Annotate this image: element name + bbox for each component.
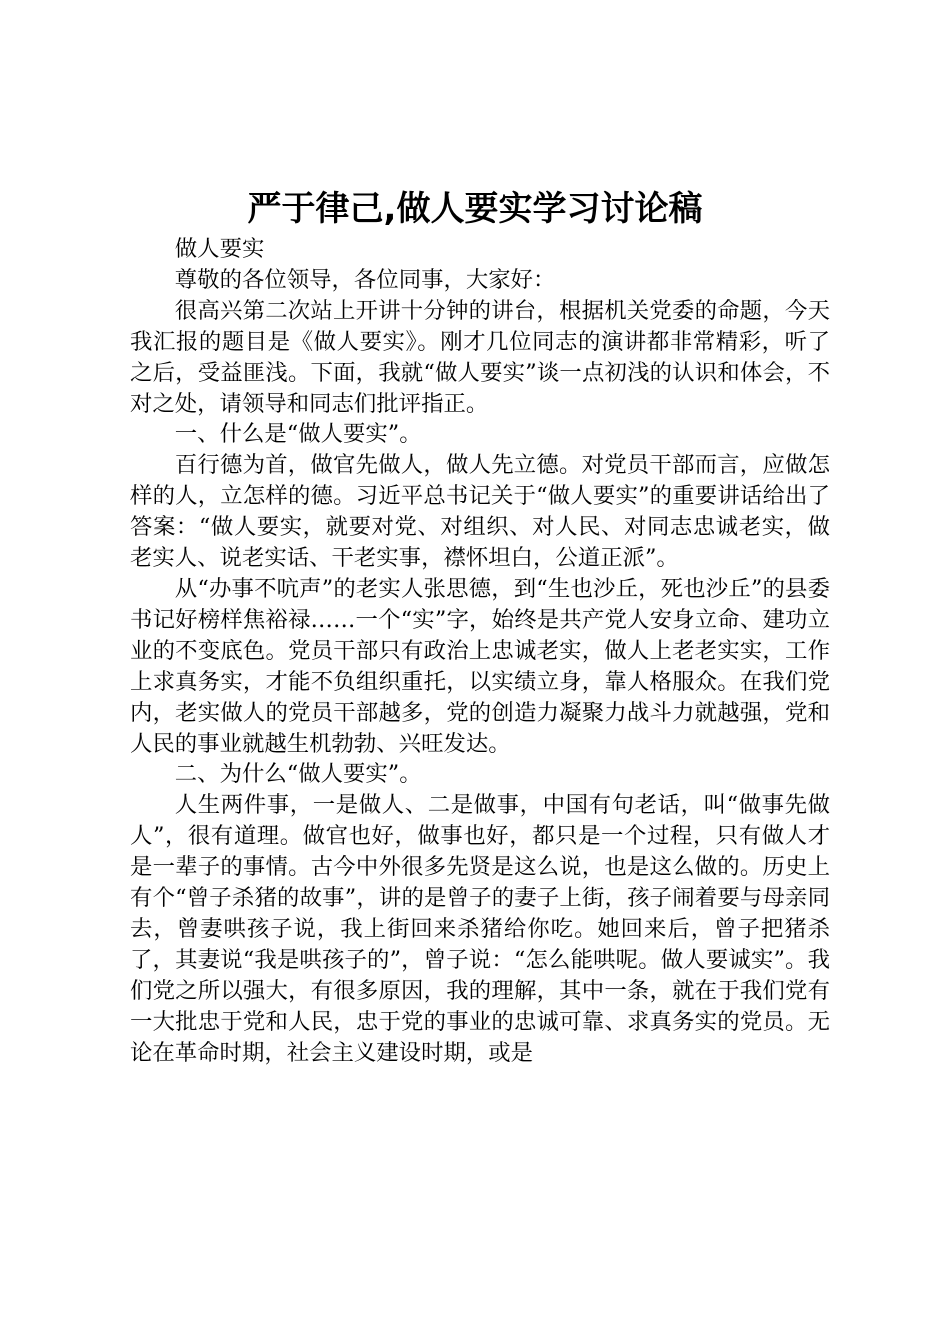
paragraph-intro: 很高兴第二次站上开讲十分钟的讲台，根据机关党委的命题，今天我汇报的题目是《做人要实》。刚才几位同志的演讲都非常精彩，听了之后，受益匪浅。下面，我就“做人要实”谈一点初浅的认识和体会，不对之处，请领导和同志们批评指正。 (130, 297, 830, 417)
section-heading-2: 二、为什么“做人要实”。 (174, 761, 422, 788)
paragraph-subtitle: 做人要实 (174, 236, 265, 262)
paragraph: 人生两件事，一是做人、二是做事，中国有句老话，叫“做事先做人”，很有道理。做官也好，做事也好，都只是一个过程，只有做人才是一辈子的事情。古今中外很多先贤是这么说，也是这么做的。历史上有个“曾子杀猪的故事”，讲的是曾子的妻子上街，孩子闹着要与母亲同去，曾妻哄孩子说，我上街回来杀猪给你吃。她回来后，曾子把猪杀了，其妻说“我是哄孩子的”，曾子说：“怎么能哄呢。做人要诚实”。我们党之所以强大，有很多原因，我的理解，其中一条，就在于我们党有一大批忠于党和人民，忠于党的事业的忠诚可靠、求真务实的党员。无论在革命时期，社会主义建设时期，或是 (130, 792, 830, 1066)
section-heading-1: 一、什么是“做人要实”。 (174, 421, 422, 448)
paragraph: 百行德为首，做官先做人，做人先立德。对党员干部而言，应做怎样的人，立怎样的德。习近平总书记关于“做人要实”的重要讲话给出了答案：“做人要实，就要对党、对组织、对人民、对同志忠诚老实，做老实人、说老实话、干老实事，襟怀坦白，公道正派”。 (130, 452, 830, 572)
paragraph-greeting: 尊敬的各位领导，各位同事，大家好： (174, 266, 556, 293)
paragraph: 从“办事不吭声”的老实人张思德，到“生也沙丘，死也沙丘”的县委书记好榜样焦裕禄……一个“实”字，始终是共产党人安身立命、建功立业的不变底色。党员干部只有政治上忠诚老实，做人上老老实实，工作上求真务实，才能不负组织重托，以实绩立身，靠人格服众。在我们党内，老实做人的党员干部越多，党的创造力凝聚力战斗力就越强，党和人民的事业就越生机勃勃、兴旺发达。 (130, 575, 830, 757)
document-body (130, 234, 830, 1068)
document-title: 严于律己,做人要实学习讨论稿 (247, 189, 703, 229)
